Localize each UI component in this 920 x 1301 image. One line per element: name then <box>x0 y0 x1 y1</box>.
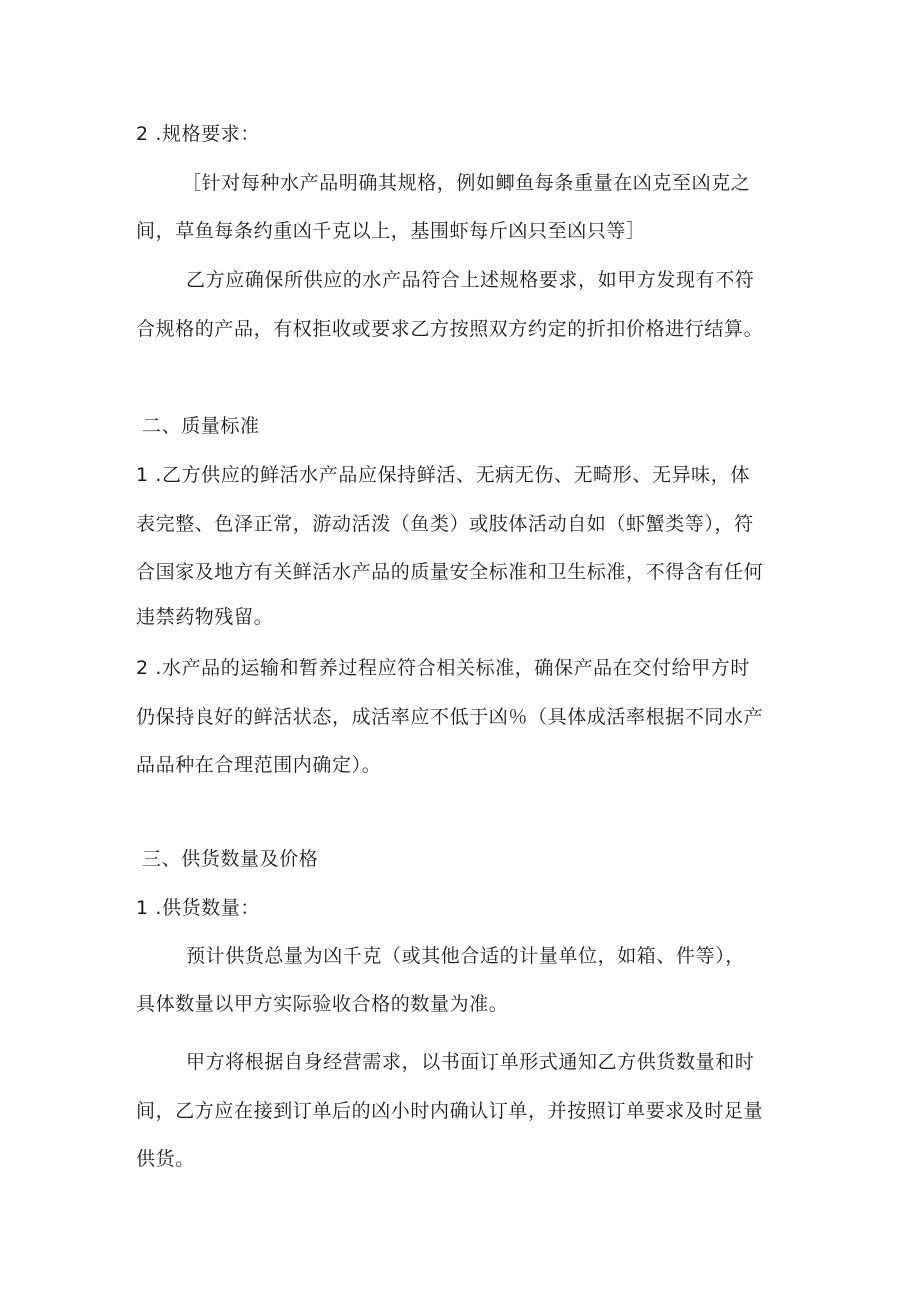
paragraph-line: 2 .水产品的运输和暂养过程应符合相关标准，确保产品在交付给甲方时 <box>136 657 750 679</box>
paragraph-line: 违禁药物残留。 <box>136 606 274 628</box>
paragraph-line: 表完整、色泽正常，游动活泼（鱼类）或肢体活动自如（虾蟹类等），符 <box>136 513 754 535</box>
paragraph-line: 预计供货总量为凶千克（或其他合适的计量单位，如箱、件等）， <box>186 945 745 967</box>
spec-bracket-line: 间，草鱼每条约重凶千克以上，基围虾每斤凶只至凶只等］ <box>136 220 646 242</box>
paragraph-line: 仍保持良好的鲜活状态，成活率应不低于凶％（具体成活率根据不同水产 <box>136 706 764 728</box>
item-title-supply-quantity: 1 .供货数量： <box>136 897 260 919</box>
paragraph-line: 品品种在合理范围内确定）。 <box>136 754 382 776</box>
spec-bracket-line: ［针对每种水产品明确其规格，例如鲫鱼每条重量在凶克至凶克之 <box>182 172 751 194</box>
paragraph-line: 乙方应确保所供应的水产品符合上述规格要求，如甲方发现有不符 <box>186 269 755 291</box>
paragraph-line: 供货。 <box>136 1148 195 1170</box>
paragraph-line: 合规格的产品，有权拒收或要求乙方按照双方约定的折扣价格进行结算。 <box>136 318 764 340</box>
section-heading-supply: 三、供货数量及价格 <box>142 848 319 870</box>
paragraph-line: 合国家及地方有关鲜活水产品的质量安全标准和卫生标准，不得含有任何 <box>136 561 764 583</box>
paragraph-line: 具体数量以甲方实际验收合格的数量为准。 <box>136 993 509 1015</box>
paragraph-line: 1 .乙方供应的鲜活水产品应保持鲜活、无病无伤、无畸形、无异味，体 <box>136 464 750 486</box>
paragraph-line: 间，乙方应在接到订单后的凶小时内确认订单，并按照订单要求及时足量 <box>136 1100 764 1122</box>
item-title-spec-requirements: 2 .规格要求： <box>136 123 260 145</box>
section-heading-quality: 二、质量标准 <box>142 415 260 437</box>
paragraph-line: 甲方将根据自身经营需求，以书面订单形式通知乙方供货数量和时 <box>186 1051 755 1073</box>
